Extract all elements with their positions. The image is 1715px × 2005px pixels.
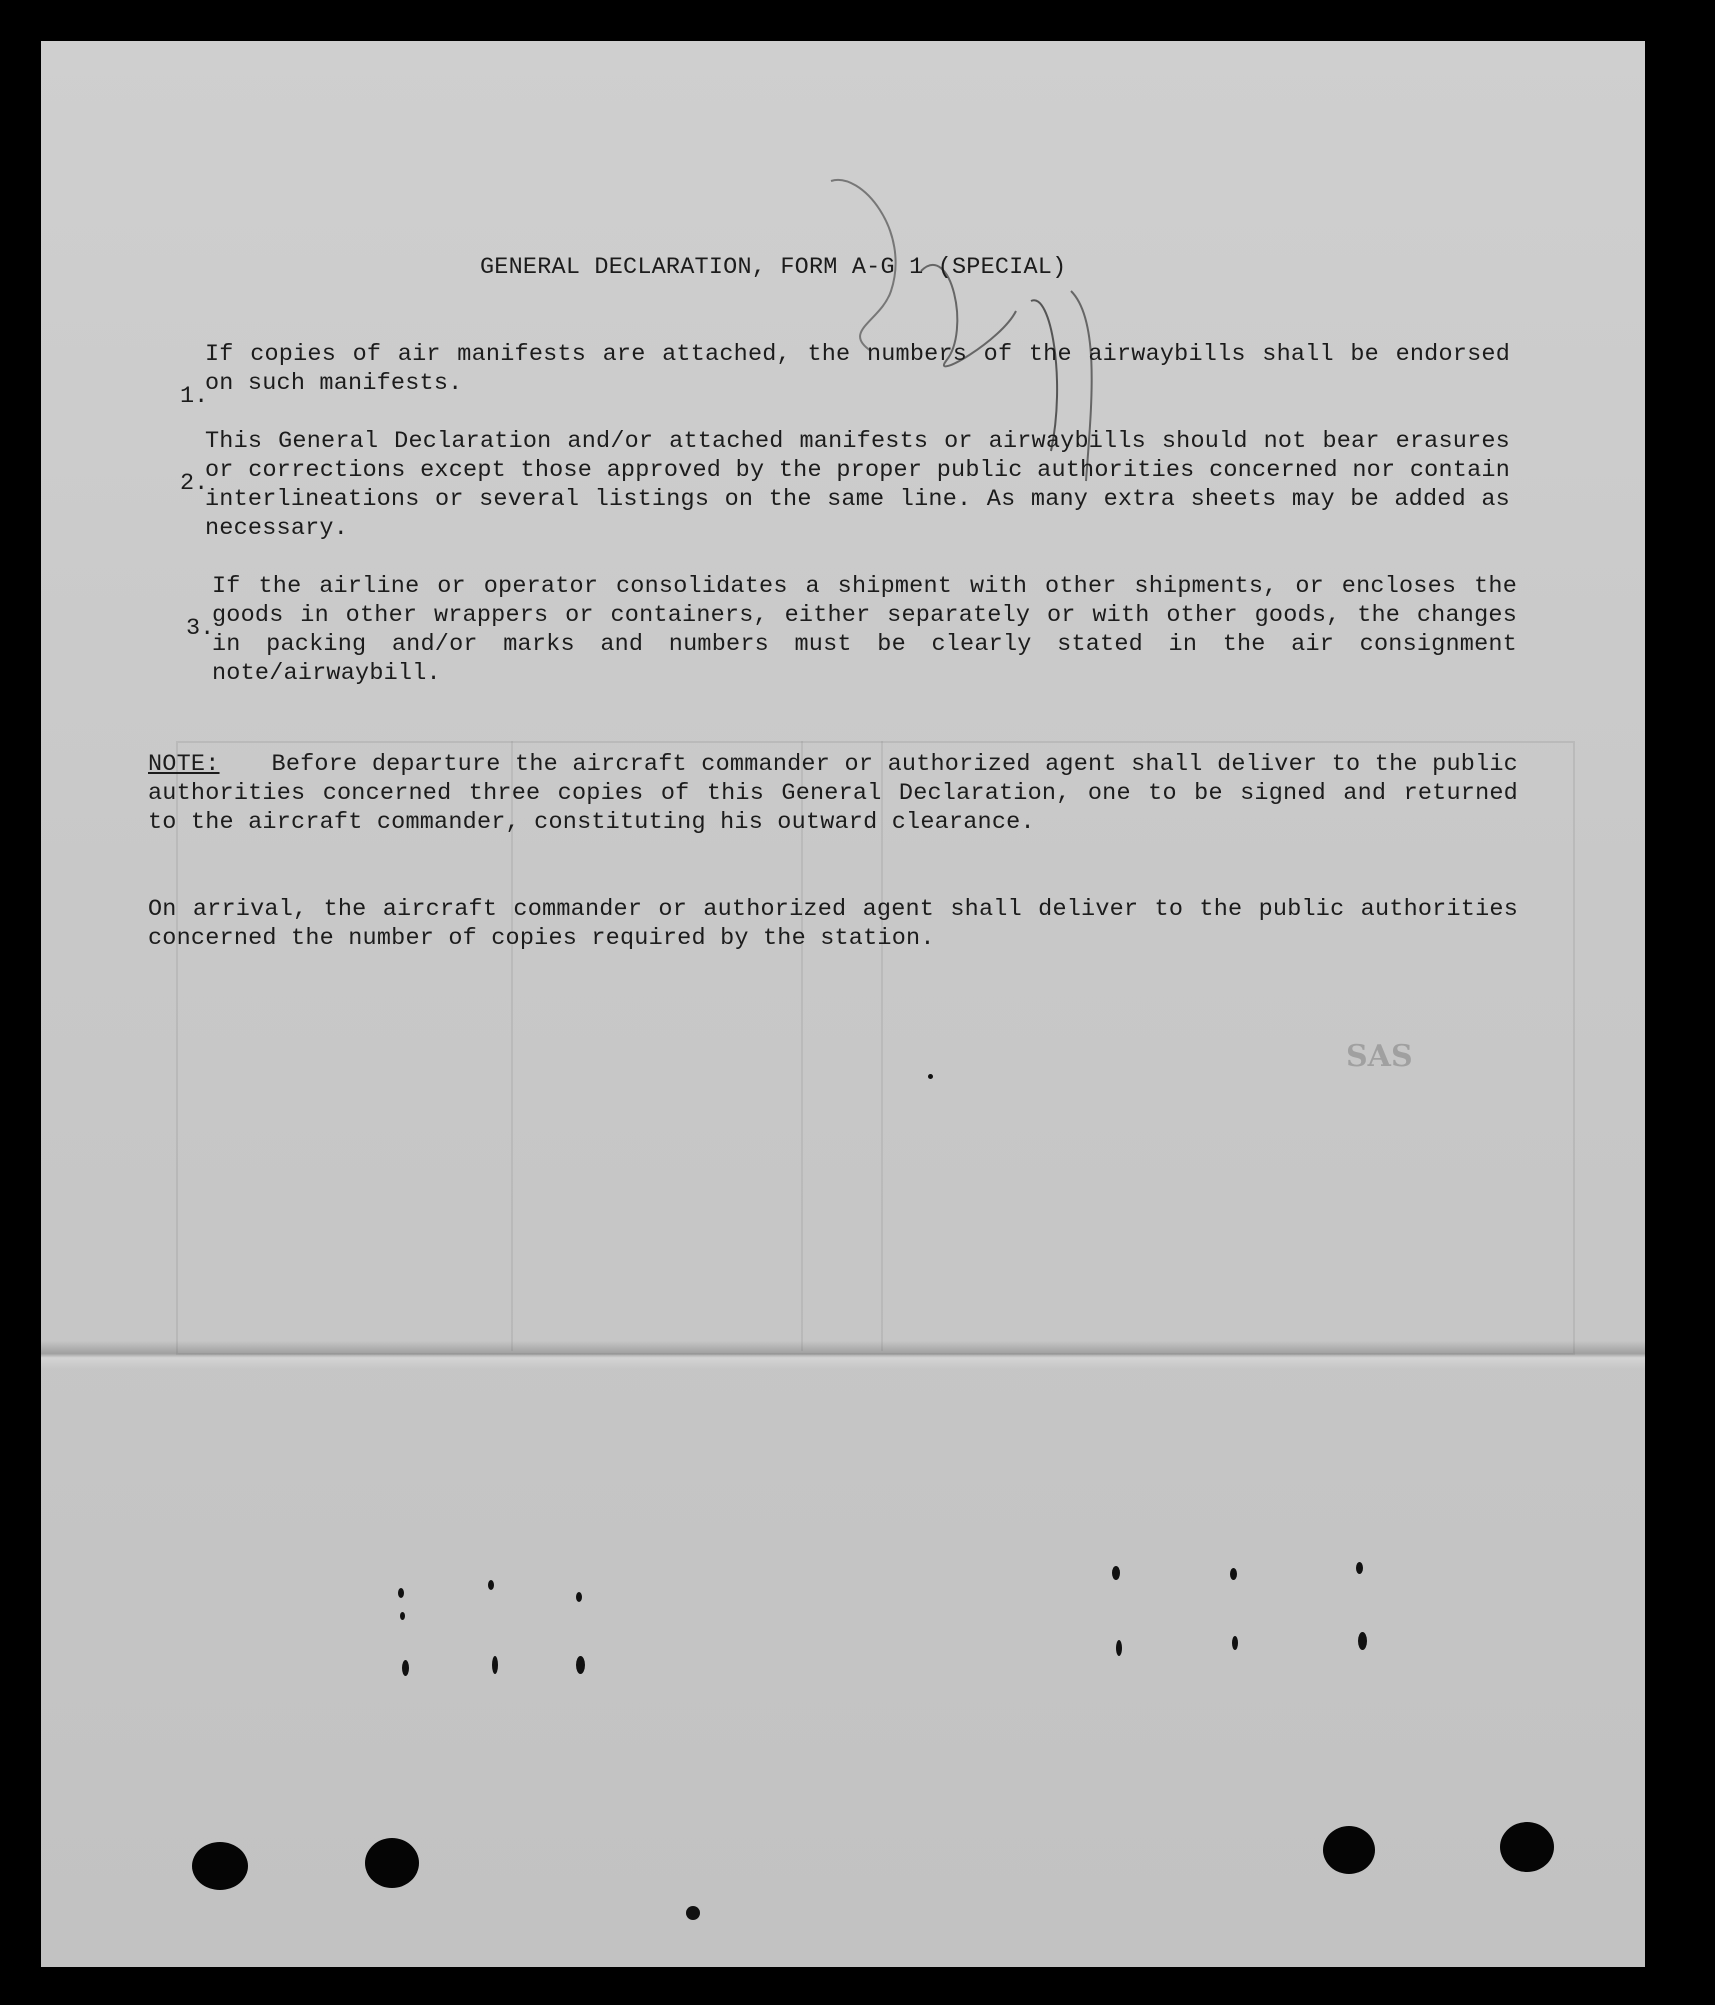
item-number: 3. bbox=[186, 615, 215, 642]
item-number: 1. bbox=[180, 383, 209, 410]
perforation-mark bbox=[1230, 1568, 1237, 1580]
faint-stamp-mark: SAS bbox=[1346, 1039, 1413, 1074]
perforation-mark bbox=[492, 1656, 498, 1674]
perforation-mark bbox=[576, 1592, 582, 1602]
punch-hole bbox=[1323, 1826, 1375, 1874]
document-sheet bbox=[41, 41, 1645, 1967]
note-label: NOTE: bbox=[148, 751, 220, 778]
perforation-mark bbox=[1116, 1640, 1122, 1656]
page-title: GENERAL DECLARATION, FORM A-G 1 (SPECIAL) bbox=[480, 254, 1067, 281]
perforation-mark bbox=[686, 1906, 700, 1920]
item-2-text: This General Declaration and/or attached manifests or airwaybills should not bear erasures or corrections except those approved by the proper public authorities concerned nor contain interlineations or several listings on the same line. As many extra sheets may be added as necessary. bbox=[205, 428, 1510, 542]
punch-hole bbox=[365, 1838, 419, 1888]
item-3-text: If the airline or operator consolidates a shipment with other shipments, or encloses the goods in other wrappers or containers, either separately or with other goods, the changes in packing and/or marks and numbers must be clearly stated in the air consignment note/airwaybill. bbox=[212, 573, 1517, 687]
perforation-mark bbox=[1232, 1636, 1238, 1650]
paper-fold-crease bbox=[41, 1341, 1645, 1369]
note-paragraph bbox=[148, 750, 1518, 837]
arrival-paragraph: On arrival, the aircraft commander or authorized agent shall deliver to the public authorities concerned the number of copies required by the station. bbox=[148, 896, 1518, 952]
punch-hole bbox=[1500, 1822, 1554, 1872]
perforation-mark bbox=[400, 1612, 405, 1620]
note-text: Before departure the aircraft commander or authorized agent shall deliver to the public authorities concerned three copies of this General Declaration, one to be signed and returned to the aircraft commander, constituting his outward clearance. bbox=[148, 751, 1518, 836]
perforation-mark bbox=[398, 1588, 404, 1598]
punch-hole bbox=[192, 1842, 248, 1890]
perforation-mark bbox=[1356, 1562, 1363, 1574]
perforation-mark bbox=[1358, 1632, 1367, 1650]
ink-speck bbox=[928, 1074, 933, 1079]
item-1-text: If copies of air manifests are attached, the numbers of the airwaybills shall be endorsed on such manifests. bbox=[205, 341, 1510, 397]
item-number: 2. bbox=[180, 470, 209, 497]
perforation-mark bbox=[402, 1660, 409, 1676]
perforation-mark bbox=[1112, 1566, 1120, 1580]
perforation-mark bbox=[488, 1580, 494, 1590]
perforation-mark bbox=[576, 1656, 585, 1674]
